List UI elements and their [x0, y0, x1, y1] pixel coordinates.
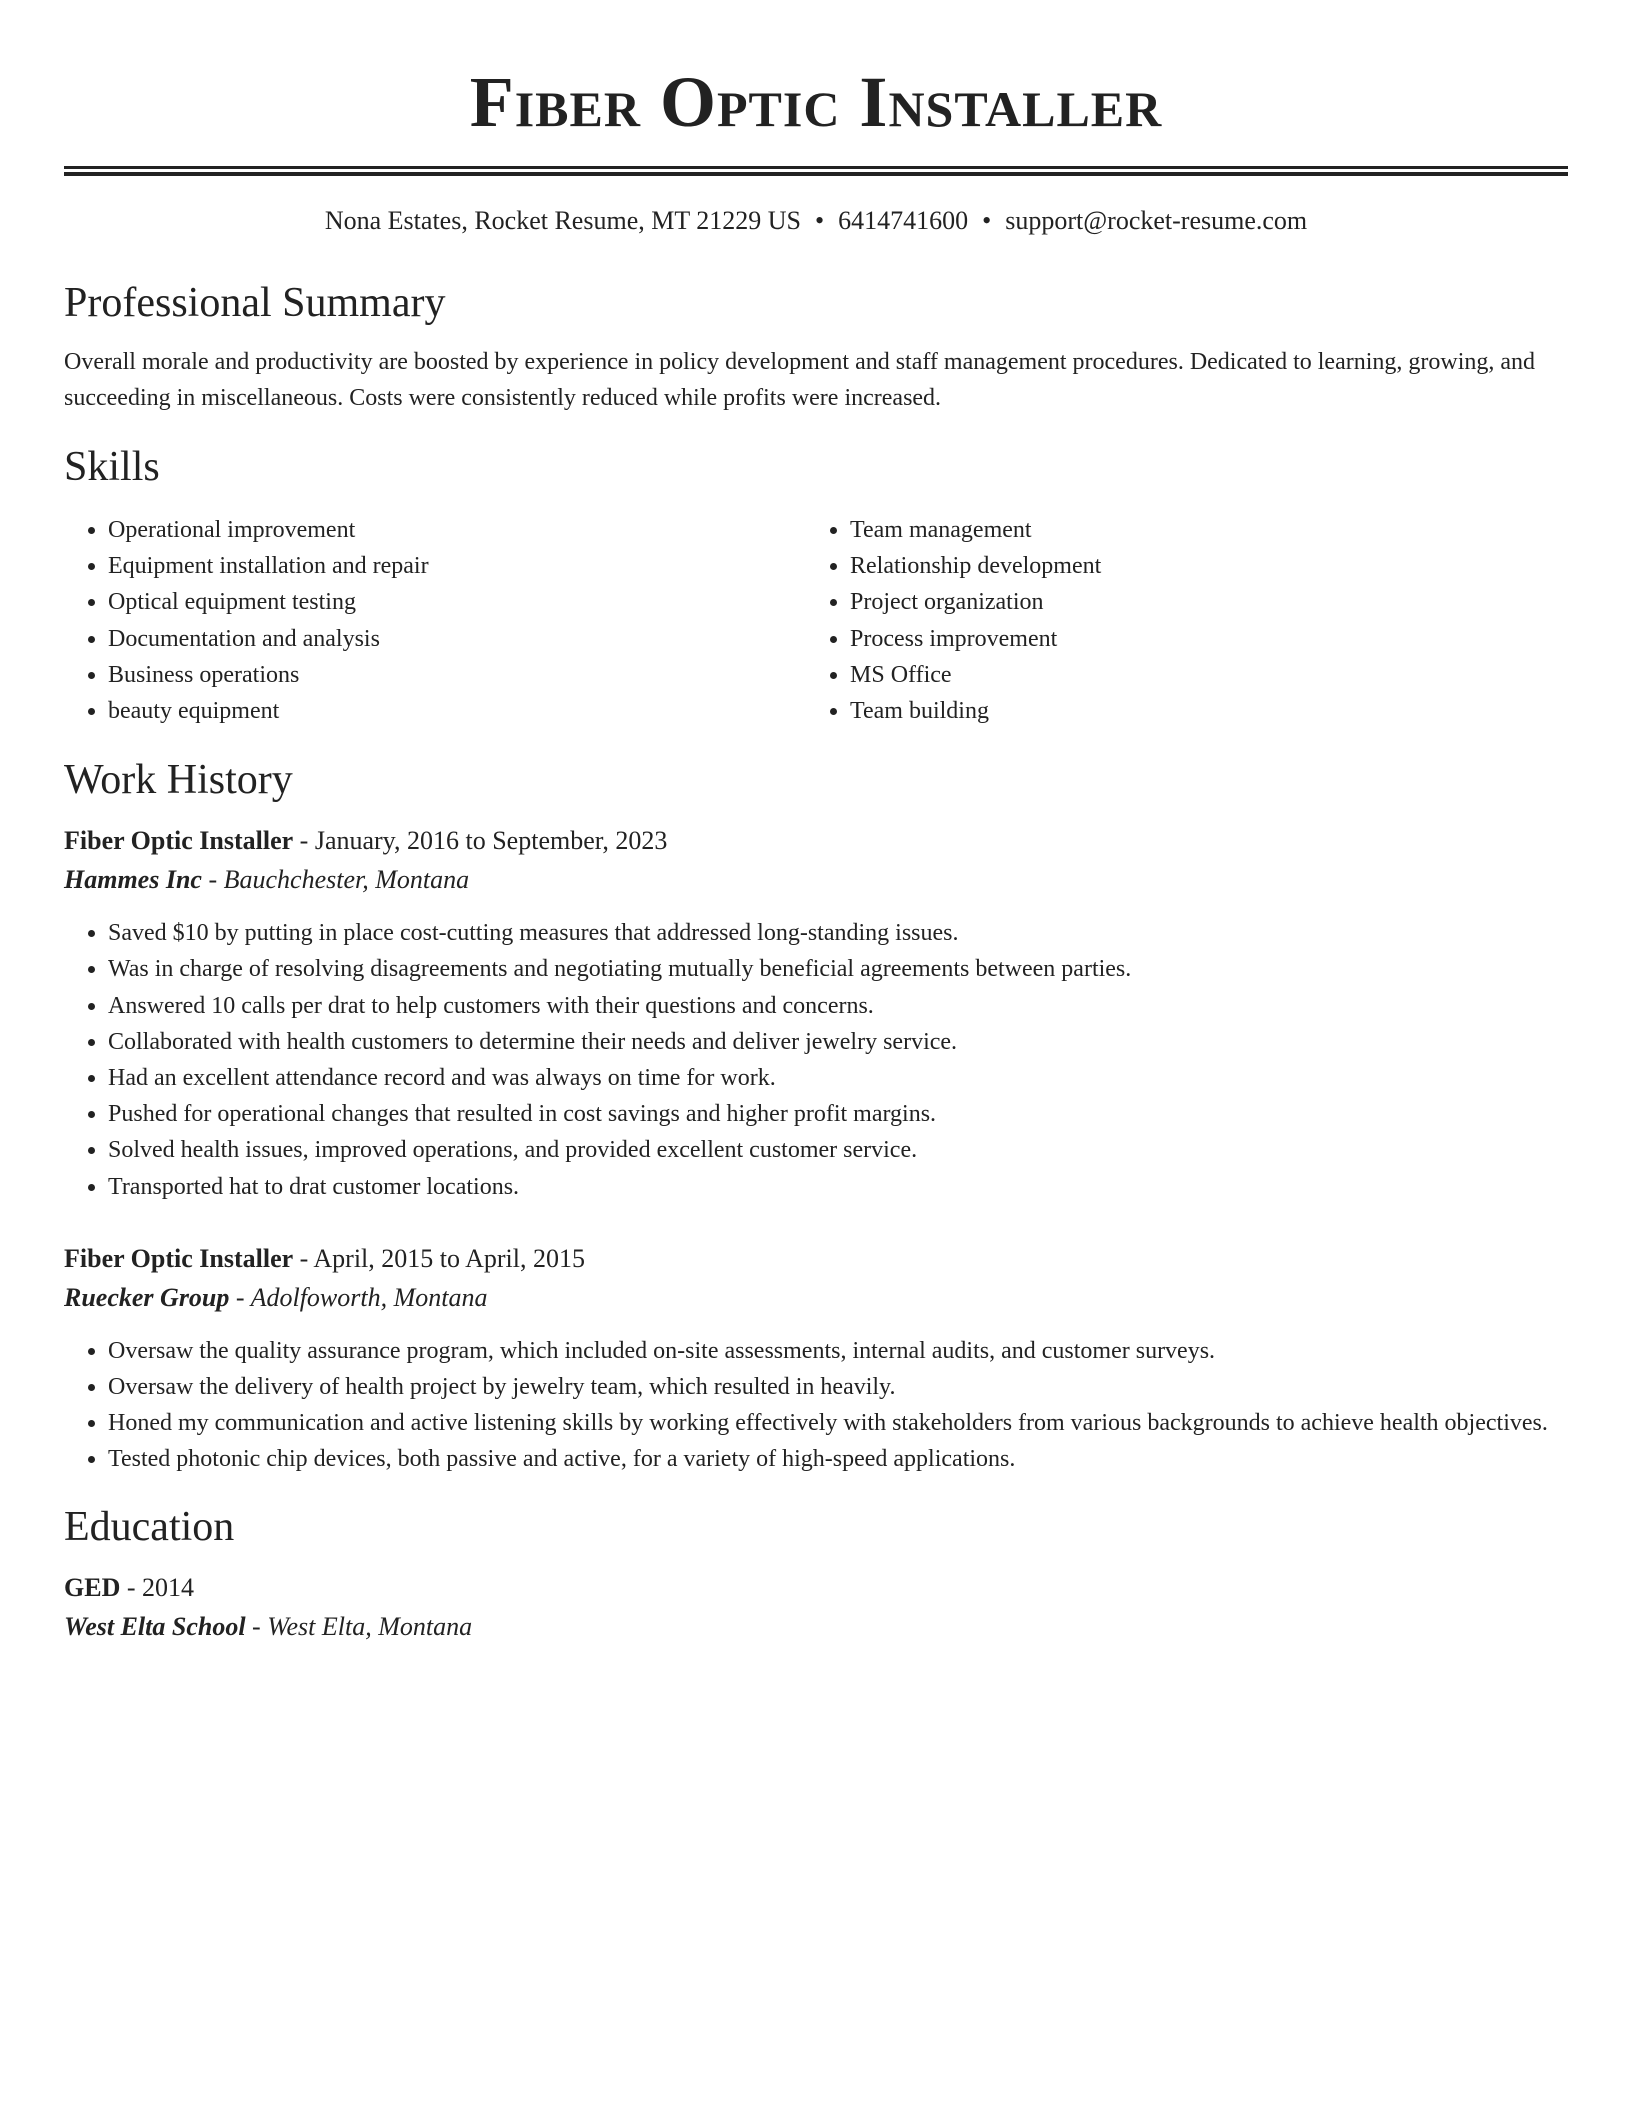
skill-item: • Team building [850, 693, 1548, 729]
job-bullet: • Was in charge of resolving disagreements and negotiating mutually beneficial agreements between parties. [108, 951, 1568, 987]
contact-address: Nona Estates, Rocket Resume, MT 21229 US [324, 206, 801, 235]
job-dates: - January, 2016 to September, 2023 [293, 826, 668, 856]
job-bullet: • Pushed for operational changes that resulted in cost savings and higher profit margins. [108, 1096, 1568, 1132]
school-location: - West Elta, Montana [245, 1611, 473, 1641]
skill-item: • MS Office [850, 657, 1548, 693]
job-dates: - April, 2015 to April, 2015 [293, 1243, 585, 1273]
contact-line [64, 204, 1568, 238]
job-location: - Adolfoworth, Montana [229, 1282, 488, 1312]
job-bullet: • Transported hat to drat customer locations. [108, 1169, 1568, 1205]
summary-section [64, 278, 1568, 416]
contact-phone: 6414741600 [838, 206, 969, 235]
education-section [64, 1502, 1568, 1646]
skill-item: • Team management [850, 512, 1548, 548]
job-bullet: • Tested photonic chip devices, both passive and active, for a variety of high-speed applications. [108, 1441, 1568, 1477]
job-bullet: • Collaborated with health customers to determine their needs and deliver jewelry service. [108, 1024, 1568, 1060]
job-bullet: • Solved health issues, improved operations, and provided excellent customer service. [108, 1132, 1568, 1168]
job-company-line [64, 1279, 1568, 1317]
school-line [64, 1608, 1568, 1646]
job-company-line [64, 861, 1568, 899]
skill-item: • Optical equipment testing [108, 584, 806, 620]
skill-item: • Documentation and analysis [108, 621, 806, 657]
degree: GED [64, 1572, 121, 1602]
skill-item: • beauty equipment [108, 693, 806, 729]
job-bullet: • Oversaw the delivery of health project by jewelry team, which resulted in heavily. [108, 1369, 1568, 1405]
degree-line [64, 1568, 1568, 1608]
job-entry [64, 821, 1568, 1205]
job-title-line [64, 821, 1568, 861]
skills-columns [64, 512, 1568, 729]
job-title: Fiber Optic Installer [64, 826, 294, 856]
job-title: Fiber Optic Installer [64, 1243, 294, 1273]
contact-separator: • [815, 206, 825, 235]
skills-section [64, 442, 1568, 729]
resume-name: Fiber Optic Installer [469, 62, 1163, 142]
work-history-heading: Work History [64, 757, 293, 804]
header-divider [64, 166, 1568, 176]
skill-item: • Project organization [850, 584, 1548, 620]
contact-email: support@rocket-resume.com [1005, 206, 1308, 235]
degree-year: - 2014 [120, 1572, 195, 1602]
job-bullets [64, 915, 1568, 1205]
job-bullet: • Oversaw the quality assurance program, which included on-site assessments, internal audits, and customer surveys. [108, 1333, 1568, 1369]
skill-item: • Business operations [108, 657, 806, 693]
skills-list-right [806, 512, 1548, 729]
job-bullets [64, 1333, 1568, 1478]
job-bullet: • Saved $10 by putting in place cost-cutting measures that addressed long-standing issues. [108, 915, 1568, 951]
summary-heading: Professional Summary [64, 280, 446, 326]
job-title-line [64, 1239, 1568, 1279]
job-bullet: • Had an excellent attendance record and was always on time for work. [108, 1060, 1568, 1096]
job-company: Hammes Inc [64, 865, 202, 895]
education-heading: Education [64, 1503, 235, 1550]
job-bullet: • Honed my communication and active listening skills by working effectively with stakeholders from various backgrounds to achieve health objectives. [108, 1405, 1568, 1441]
contact-separator: • [982, 206, 992, 235]
summary-text: Overall morale and productivity are boosted by experience in policy development and staff management procedures. Dedicated to learning, growing, and succeeding in miscellaneous. Costs were consistently reduced while profits were increased. [64, 349, 1536, 411]
skill-item: • Equipment installation and repair [108, 548, 806, 584]
job-company: Ruecker Group [64, 1282, 230, 1312]
skills-list-left [64, 512, 806, 729]
skills-heading: Skills [64, 444, 160, 490]
work-history-section [64, 755, 1568, 1477]
skill-item: • Operational improvement [108, 512, 806, 548]
skill-item: • Relationship development [850, 548, 1548, 584]
job-entry [64, 1239, 1568, 1478]
school-name: West Elta School [64, 1611, 246, 1641]
job-location: - Bauchchester, Montana [201, 865, 470, 895]
skill-item: • Process improvement [850, 621, 1548, 657]
job-bullet: • Answered 10 calls per drat to help customers with their questions and concerns. [108, 988, 1568, 1024]
